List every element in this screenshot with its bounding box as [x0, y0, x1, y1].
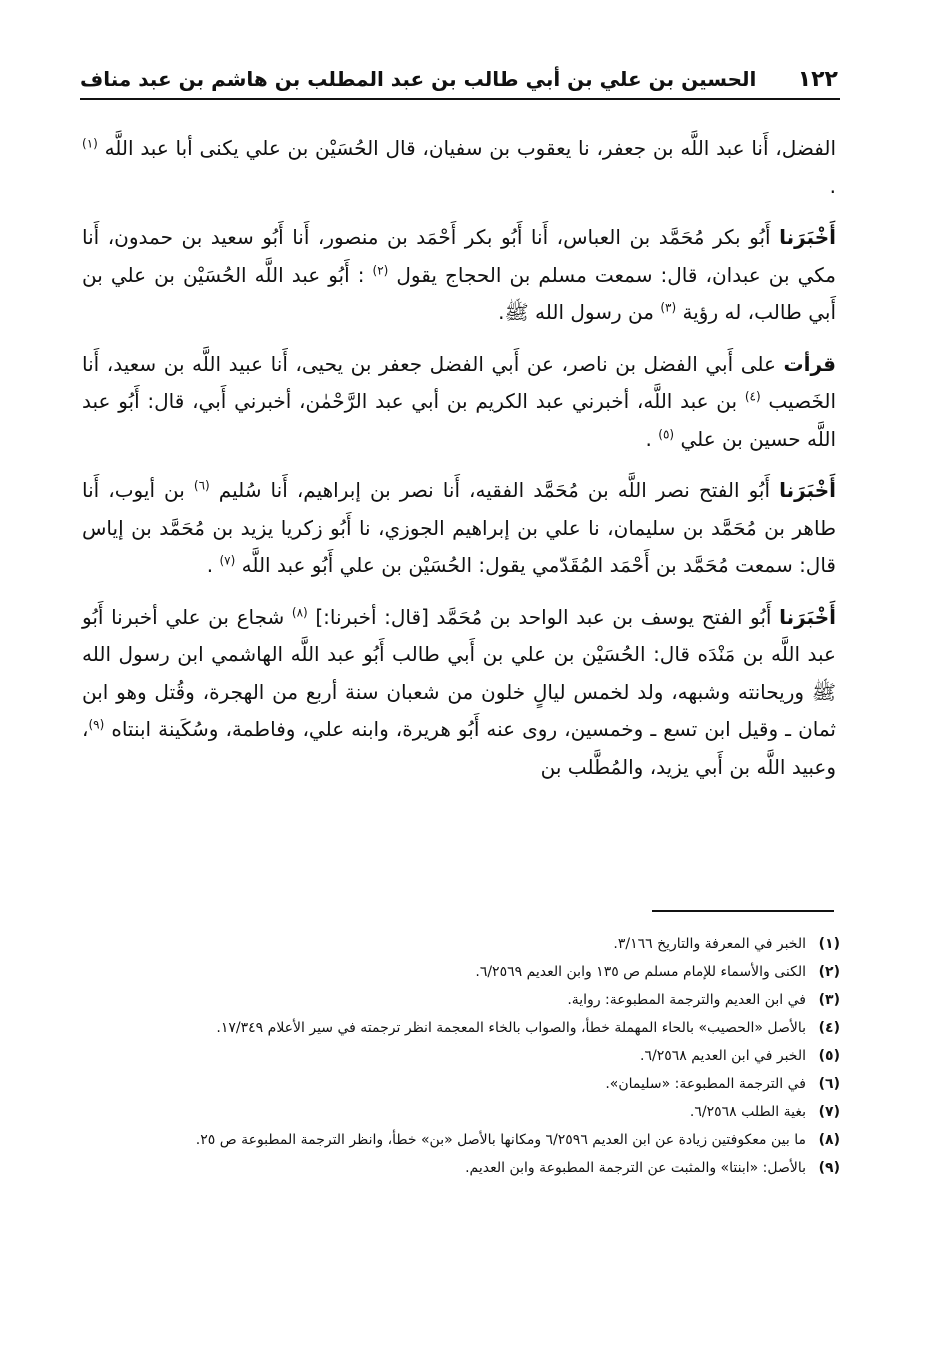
text-segment: على أَبي الفضل بن ناصر، عن أَبي الفضل جعفر بن يحيى، أَنا عبيد اللَّه بن سعيد، أَنا الخَصيب [82, 351, 837, 413]
footnote-ref[interactable]: (٧) [219, 553, 236, 568]
footnote-item [90, 1014, 840, 1042]
footnote-number: (٦) [818, 1076, 840, 1092]
footnote-text: في الترجمة المطبوعة: «سليمان». [605, 1076, 806, 1092]
footnote-item [90, 1126, 840, 1154]
text-segment: شجاع بن علي أخبرنا أَبُو عبد اللَّه بن مَنْدَه قال: الحُسَيْن بن علي بن أَبي طالب أَبُو عبد اللَّه الهاشمي ابن رسول الله ﷺ وريحانته وشبهه، ولد لخمس ليالٍ خلون من شعبان سنة أربع من الهجرة، وقُتل وهو ابن ثمان ـ وقيل ابن تسع ـ وخمسين، روى عنه أَبُو هريرة، وابنه علي، وفاطمة، وسُكَينة ابنتاه [82, 604, 836, 741]
footnote-number: (٧) [818, 1104, 840, 1120]
footnote-ref[interactable]: (٦) [193, 478, 210, 493]
footnote-number: (٢) [818, 964, 840, 980]
footnote-text: الخبر في ابن العديم ٦/٢٥٦٨. [640, 1048, 806, 1064]
footnote-number: (٩) [818, 1160, 840, 1176]
footnote-item [90, 1042, 840, 1070]
footnote-text: بالأصل «الحصيب» بالحاء المهملة خطأ، والصواب بالخاء المعجمة انظر ترجمته في سير الأعلام ١٧/٣٤٩. [216, 1020, 806, 1036]
text-segment: . [206, 553, 220, 577]
text-segment: الفضل، أَنا عبد اللَّه بن جعفر، نا يعقوب بن سفيان، قال الحُسَيْن بن علي يكنى أبا عبد اللَّه [97, 136, 836, 160]
footnote-number: (٨) [818, 1132, 840, 1148]
text-segment: . [829, 173, 836, 198]
paragraph-5 [82, 599, 836, 787]
footnote-ref[interactable]: (١) [82, 136, 98, 151]
text-segment: بن أيوب، أَنا طاهر بن مُحَمَّد بن سليمان، نا علي بن إبراهيم الجوزي، نا أَبُو زكريا يزيد بن مُحَمَّد بن إياس قال: سمعت مُحَمَّد بن أَحْمَد المُقَدّمي يقول: الحُسَيْن بن علي أَبُو عبد اللَّه [82, 478, 836, 577]
footnote-item [90, 986, 840, 1014]
paragraph-lead: أَخْبَرَنا [779, 478, 836, 502]
paragraph-3 [82, 346, 836, 459]
text-segment: من رسول الله ﷺ. [498, 300, 661, 324]
footnotes [90, 930, 840, 1182]
footnote-ref[interactable]: (٣) [660, 300, 677, 315]
footnote-ref[interactable]: (٩) [88, 717, 105, 732]
text-segment: : أَبُو عبد اللَّه الحُسَيْن بن علي بن أَبي طالب، له رؤية [82, 262, 836, 324]
footnote-item [90, 958, 840, 986]
paragraph-lead: قرأت [783, 351, 836, 376]
page-number: ١٢٢ [797, 66, 838, 92]
footnote-ref[interactable]: (٨) [291, 604, 308, 619]
footnote-text: بغية الطلب ٦/٢٥٦٨. [689, 1104, 806, 1120]
text-segment: أَبُو الفتح يوسف بن عبد الواحد بن مُحَمَّد [قال: أخبرنا:] [307, 604, 780, 629]
header-rule [80, 98, 840, 100]
footnote-item [90, 1070, 840, 1098]
text-segment: . [645, 426, 659, 451]
paragraph-2 [82, 219, 836, 332]
footnote-text: في ابن العديم والترجمة المطبوعة: رواية. [567, 992, 806, 1008]
footnote-text: الخبر في المعرفة والتاريخ ٣/١٦٦. [613, 936, 806, 952]
text-segment: بن عبد اللَّه، أخبرني عبد الكريم بن أبي عبد الرَّحْمٰن، أخبرني أَبي، قال: أَبُو عبد اللَّه حسين بن علي [82, 389, 836, 451]
footnote-number: (١) [818, 936, 840, 952]
text-segment: ، وعبيد اللَّه بن أَبي يزيد، والمُطَّلب بن [82, 717, 836, 779]
footnote-item [90, 1098, 840, 1126]
running-title: الحسين بن علي بن أبي طالب بن عبد المطلب بن هاشم بن عبد مناف [80, 67, 757, 91]
footnote-ref[interactable]: (٥) [658, 426, 675, 441]
footnote-text: بالأصل: «ابنتا» والمثبت عن الترجمة المطبوعة وابن العديم. [465, 1160, 806, 1176]
paragraph-lead: أَخْبَرَنا [779, 604, 836, 629]
footnote-text: الكنى والأسماء للإمام مسلم ص ١٣٥ وابن العديم ٦/٢٥٦٩. [475, 964, 806, 980]
footnote-text: ما بين معكوفتين زيادة عن ابن العديم ٦/٢٥٩٦ ومكانها بالأصل «بن» خطأ، وانظر الترجمة المطبوعة ص ٢٥. [195, 1132, 806, 1148]
page-header [80, 62, 838, 96]
footnote-rule [652, 910, 834, 912]
text-segment: أَبُو بكر مُحَمَّد بن العباس، أَنا أَبُو بكر أَحْمَد بن منصور، أَنا أَبُو سعيد بن حمدون، أَنا مكي بن عبدان، قال: سمعت مسلم بن الحجاج يقول [82, 225, 836, 287]
paragraph-4 [82, 472, 836, 585]
footnote-item [90, 930, 840, 958]
main-text [82, 130, 836, 800]
paragraph-1 [82, 130, 836, 205]
footnote-number: (٤) [818, 1020, 840, 1036]
footnote-ref[interactable]: (٤) [744, 389, 761, 404]
footnote-number: (٥) [818, 1048, 840, 1064]
paragraph-lead: أَخْبَرَنا [779, 225, 836, 249]
footnote-ref[interactable]: (٢) [372, 262, 389, 277]
footnote-item [90, 1154, 840, 1182]
footnote-number: (٣) [818, 992, 840, 1008]
text-segment: أَبُو الفتح نصر اللَّه بن مُحَمَّد الفقيه، أَنا نصر بن إبراهيم، أَنا سُليم [209, 478, 780, 502]
